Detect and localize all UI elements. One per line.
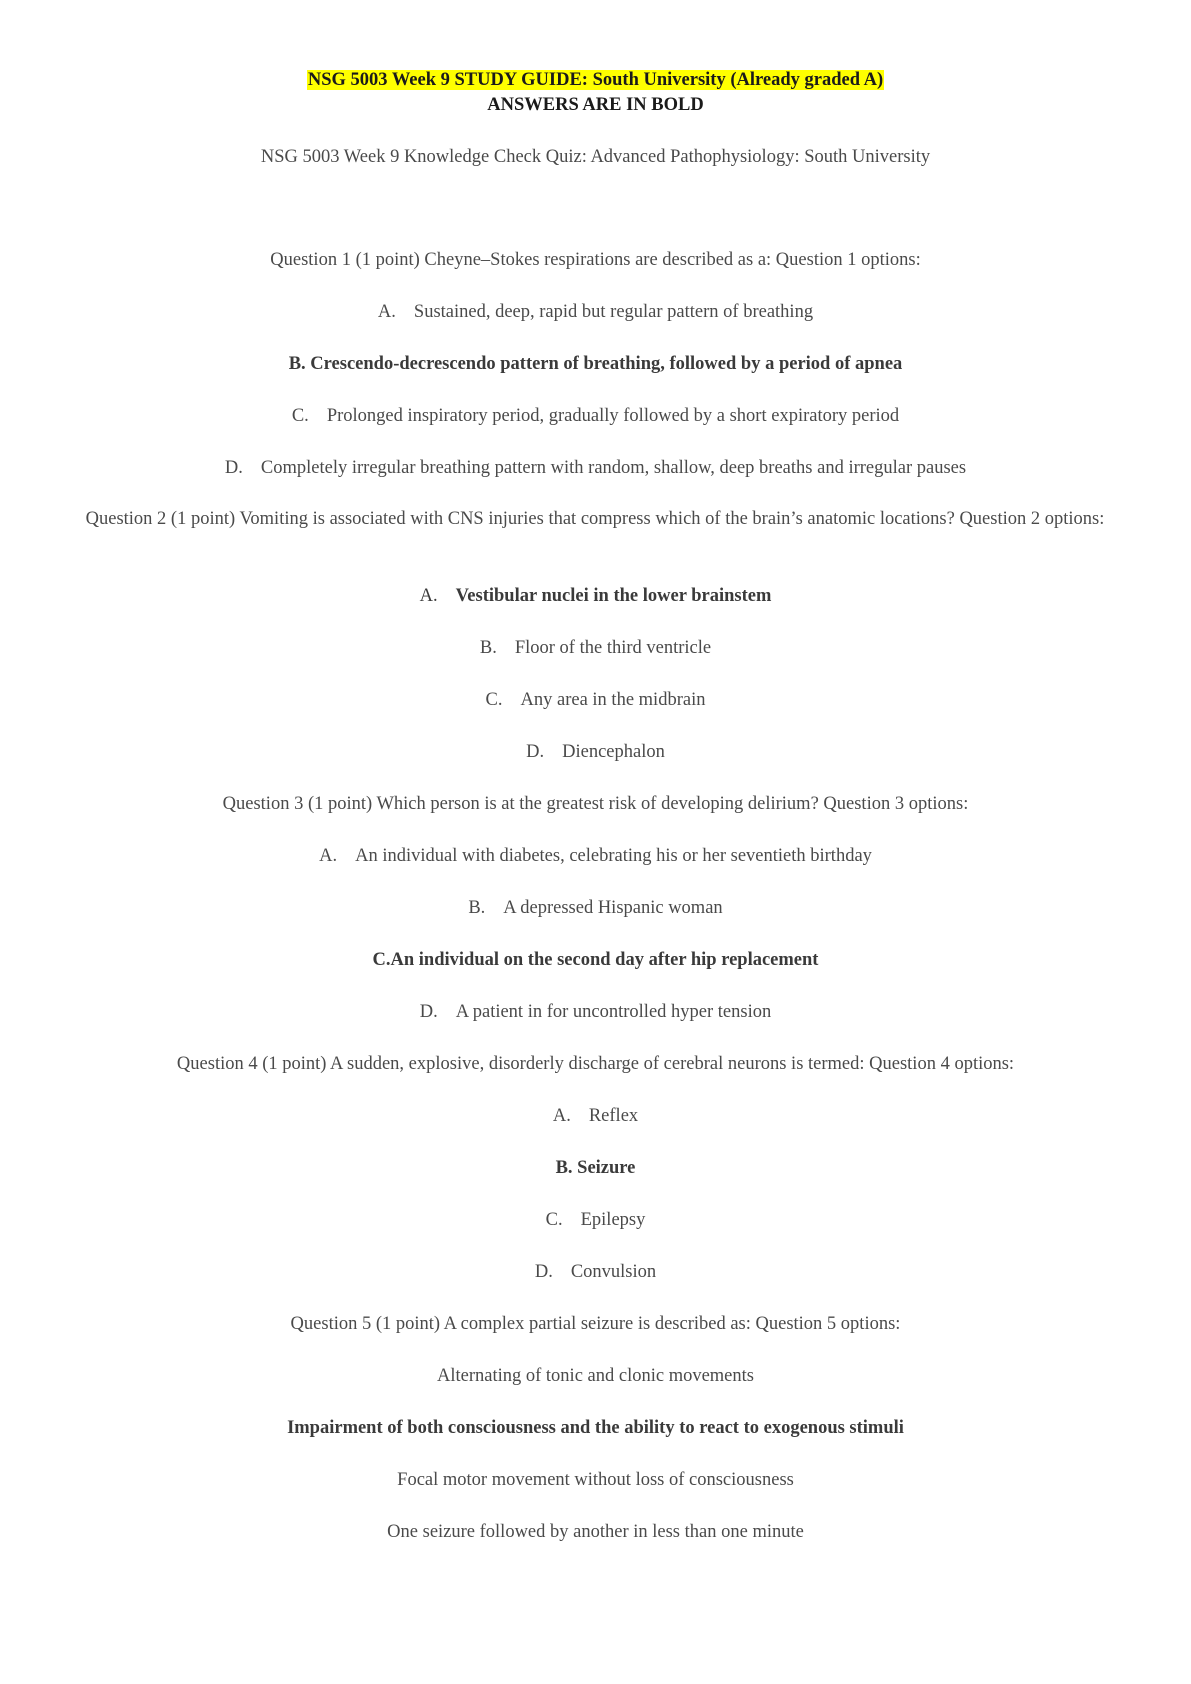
option-label: C. [545,1210,563,1230]
question-5-option-1: Alternating of tonic and clonic movements [437,1366,754,1386]
question-3-text: Question 3 (1 point) Which person is at the greatest risk of developing delirium? Question 3 options: [222,794,969,814]
question-5-text: Question 5 (1 point) A complex partial seizure is described as: Question 5 options: [290,1314,901,1334]
highlighted-title: NSG 5003 Week 9 STUDY GUIDE: South University (Already graded A) [307,70,884,90]
option-text: A depressed Hispanic woman [503,898,723,918]
question-4-option-c [0,1209,1191,1231]
question-4-option-b-answer: B. Seizure [555,1158,636,1178]
option-text: Convulsion [570,1262,657,1282]
option-label: A. [319,846,338,866]
question-1-option-c [0,405,1191,427]
question-1-option-b-answer: B. Crescendo-decrescendo pattern of breathing, followed by a period of apnea [288,354,903,374]
option-label: D. [419,1002,438,1022]
option-text: Completely irregular breathing pattern with random, shallow, deep breaths and irregular pauses [260,458,967,478]
option-label: A. [552,1106,571,1126]
quiz-title: NSG 5003 Week 9 Knowledge Check Quiz: Advanced Pathophysiology: South University [260,147,931,167]
question-4-text: Question 4 (1 point) A sudden, explosive, disorderly discharge of cerebral neurons is termed: Question 4 options: [176,1054,1015,1074]
option-label: B. [479,638,497,658]
option-text: Reflex [588,1106,639,1126]
option-text: Sustained, deep, rapid but regular pattern of breathing [413,302,814,322]
option-text: A patient in for uncontrolled hyper tension [455,1002,772,1022]
question-2-text: Question 2 (1 point) Vomiting is associated with CNS injuries that compress which of the brain’s anatomic locations? Question 2 options: [85,509,1105,529]
document-subtitle: ANSWERS ARE IN BOLD [487,95,704,115]
option-text: Epilepsy [580,1210,646,1230]
question-2-option-d [0,741,1191,763]
option-text: An individual with diabetes, celebrating his or her seventieth birthday [355,846,872,866]
question-2-option-b [0,637,1191,659]
option-text: Diencephalon [562,742,665,762]
option-label: A. [377,302,396,322]
option-label: D. [224,458,243,478]
question-3-option-d [0,1001,1191,1023]
option-text: Vestibular nuclei in the lower brainstem [455,586,772,606]
question-5-option-2-answer: Impairment of both consciousness and the ability to react to exogenous stimuli [287,1418,904,1438]
option-text: Floor of the third ventricle [514,638,712,658]
option-label: D. [534,1262,553,1282]
question-1-text: Question 1 (1 point) Cheyne–Stokes respirations are described as a: Question 1 options: [270,250,921,270]
option-text: Any area in the midbrain [520,690,706,710]
document-title [0,69,1191,91]
question-4-option-a [0,1105,1191,1127]
option-label: D. [526,742,545,762]
option-label: C. [485,690,503,710]
option-label: A. [419,586,438,606]
question-1-option-a [0,301,1191,323]
question-3-option-b [0,897,1191,919]
question-3-option-c-answer: C.An individual on the second day after hip replacement [372,950,819,970]
option-text: Prolonged inspiratory period, gradually followed by a short expiratory period [326,406,900,426]
question-2-option-c [0,689,1191,711]
option-label: C. [291,406,309,426]
question-3-option-a [0,845,1191,867]
question-5-option-3: Focal motor movement without loss of consciousness [397,1470,794,1490]
question-2-option-a-answer [0,585,1191,607]
question-5-option-4: One seizure followed by another in less than one minute [387,1522,804,1542]
question-4-option-d [0,1261,1191,1283]
question-1-option-d [0,457,1191,479]
option-label: B. [468,898,486,918]
